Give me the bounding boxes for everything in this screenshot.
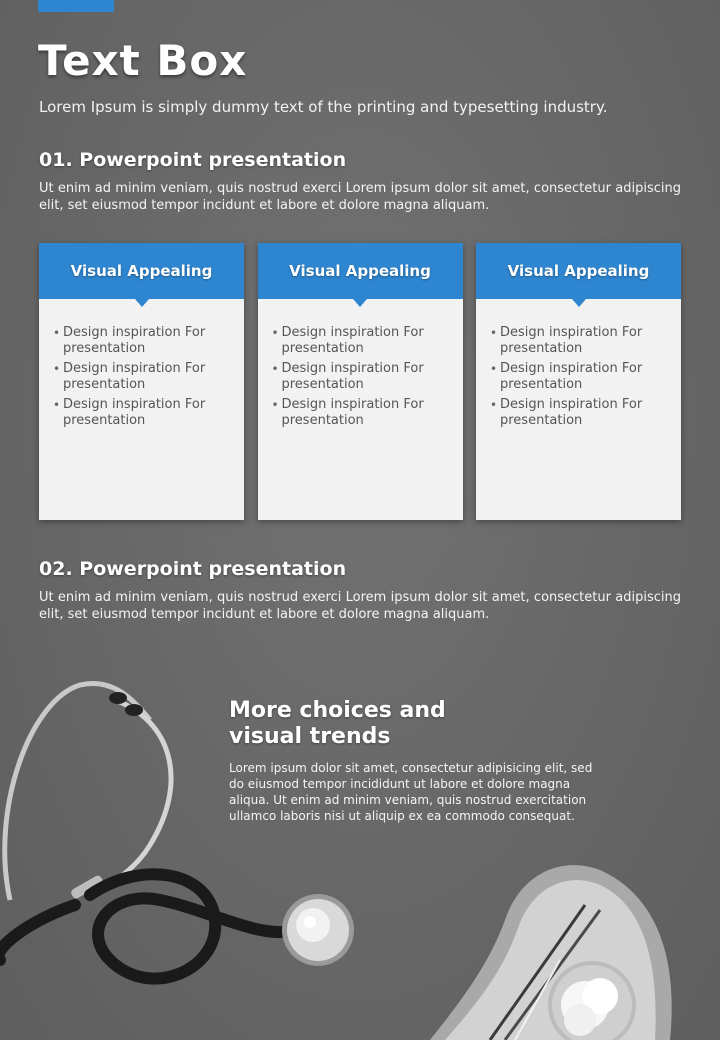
list-item: • Design inspiration For presentation: [272, 361, 453, 393]
section1-heading: 01. Powerpoint presentation: [39, 149, 347, 171]
card-list: [39, 299, 244, 429]
list-item: • Design inspiration For presentation: [490, 361, 671, 393]
card-title: Visual Appealing: [507, 262, 650, 280]
accent-bar: [38, 0, 114, 12]
kidney-tray-icon: [430, 865, 672, 1040]
page-subtitle: Lorem Ipsum is simply dummy text of the printing and typesetting industry.: [39, 98, 608, 116]
card-header: [39, 243, 244, 299]
card: [39, 243, 244, 520]
card-pointer: [353, 299, 367, 307]
list-item: • Design inspiration For presentation: [272, 325, 453, 357]
section2-heading: 02. Powerpoint presentation: [39, 558, 347, 580]
list-item: • Design inspiration For presentation: [490, 397, 671, 429]
card-pointer: [572, 299, 586, 307]
card-list: [258, 299, 463, 429]
card-list: [476, 299, 681, 429]
card-header: [476, 243, 681, 299]
section2-text: Ut enim ad minim veniam, quis nostrud exerci Lorem ipsum dolor sit amet, consectetur adipiscing elit, set eiusmod tempor incidunt et labore et dolore magna aliquam.: [39, 590, 681, 622]
card-title: Visual Appealing: [289, 262, 431, 280]
card: [476, 243, 681, 520]
page-title: Text Box: [38, 36, 248, 85]
card: [258, 243, 463, 520]
list-item: • Design inspiration For presentation: [272, 397, 453, 429]
list-item: • Design inspiration For presentation: [53, 397, 234, 429]
cards-row: [39, 243, 681, 520]
list-item: • Design inspiration For presentation: [490, 325, 671, 357]
section1-text: Ut enim ad minim veniam, quis nostrud exerci Lorem ipsum dolor sit amet, consectetur adipiscing elit, set eiusmod tempor incidunt et labore et dolore magna aliquam.: [39, 181, 681, 213]
card-header: [258, 243, 463, 299]
more-text: Lorem ipsum dolor sit amet, consectetur adipisicing elit, sed do eiusmod tempor incididunt ut labore et dolore magna aliqua. Ut enim ad minim veniam, quis nostrud exercitation ullamco laboris nisi ut aliquip ex ea commodo consequat.: [229, 761, 593, 823]
stethoscope-icon: [0, 683, 354, 978]
card-pointer: [135, 299, 149, 307]
medical-illustration: [0, 660, 720, 1040]
more-title: More choices and visual trends: [229, 698, 446, 749]
list-item: • Design inspiration For presentation: [53, 361, 234, 393]
card-title: Visual Appealing: [70, 262, 213, 280]
list-item: • Design inspiration For presentation: [53, 325, 234, 357]
